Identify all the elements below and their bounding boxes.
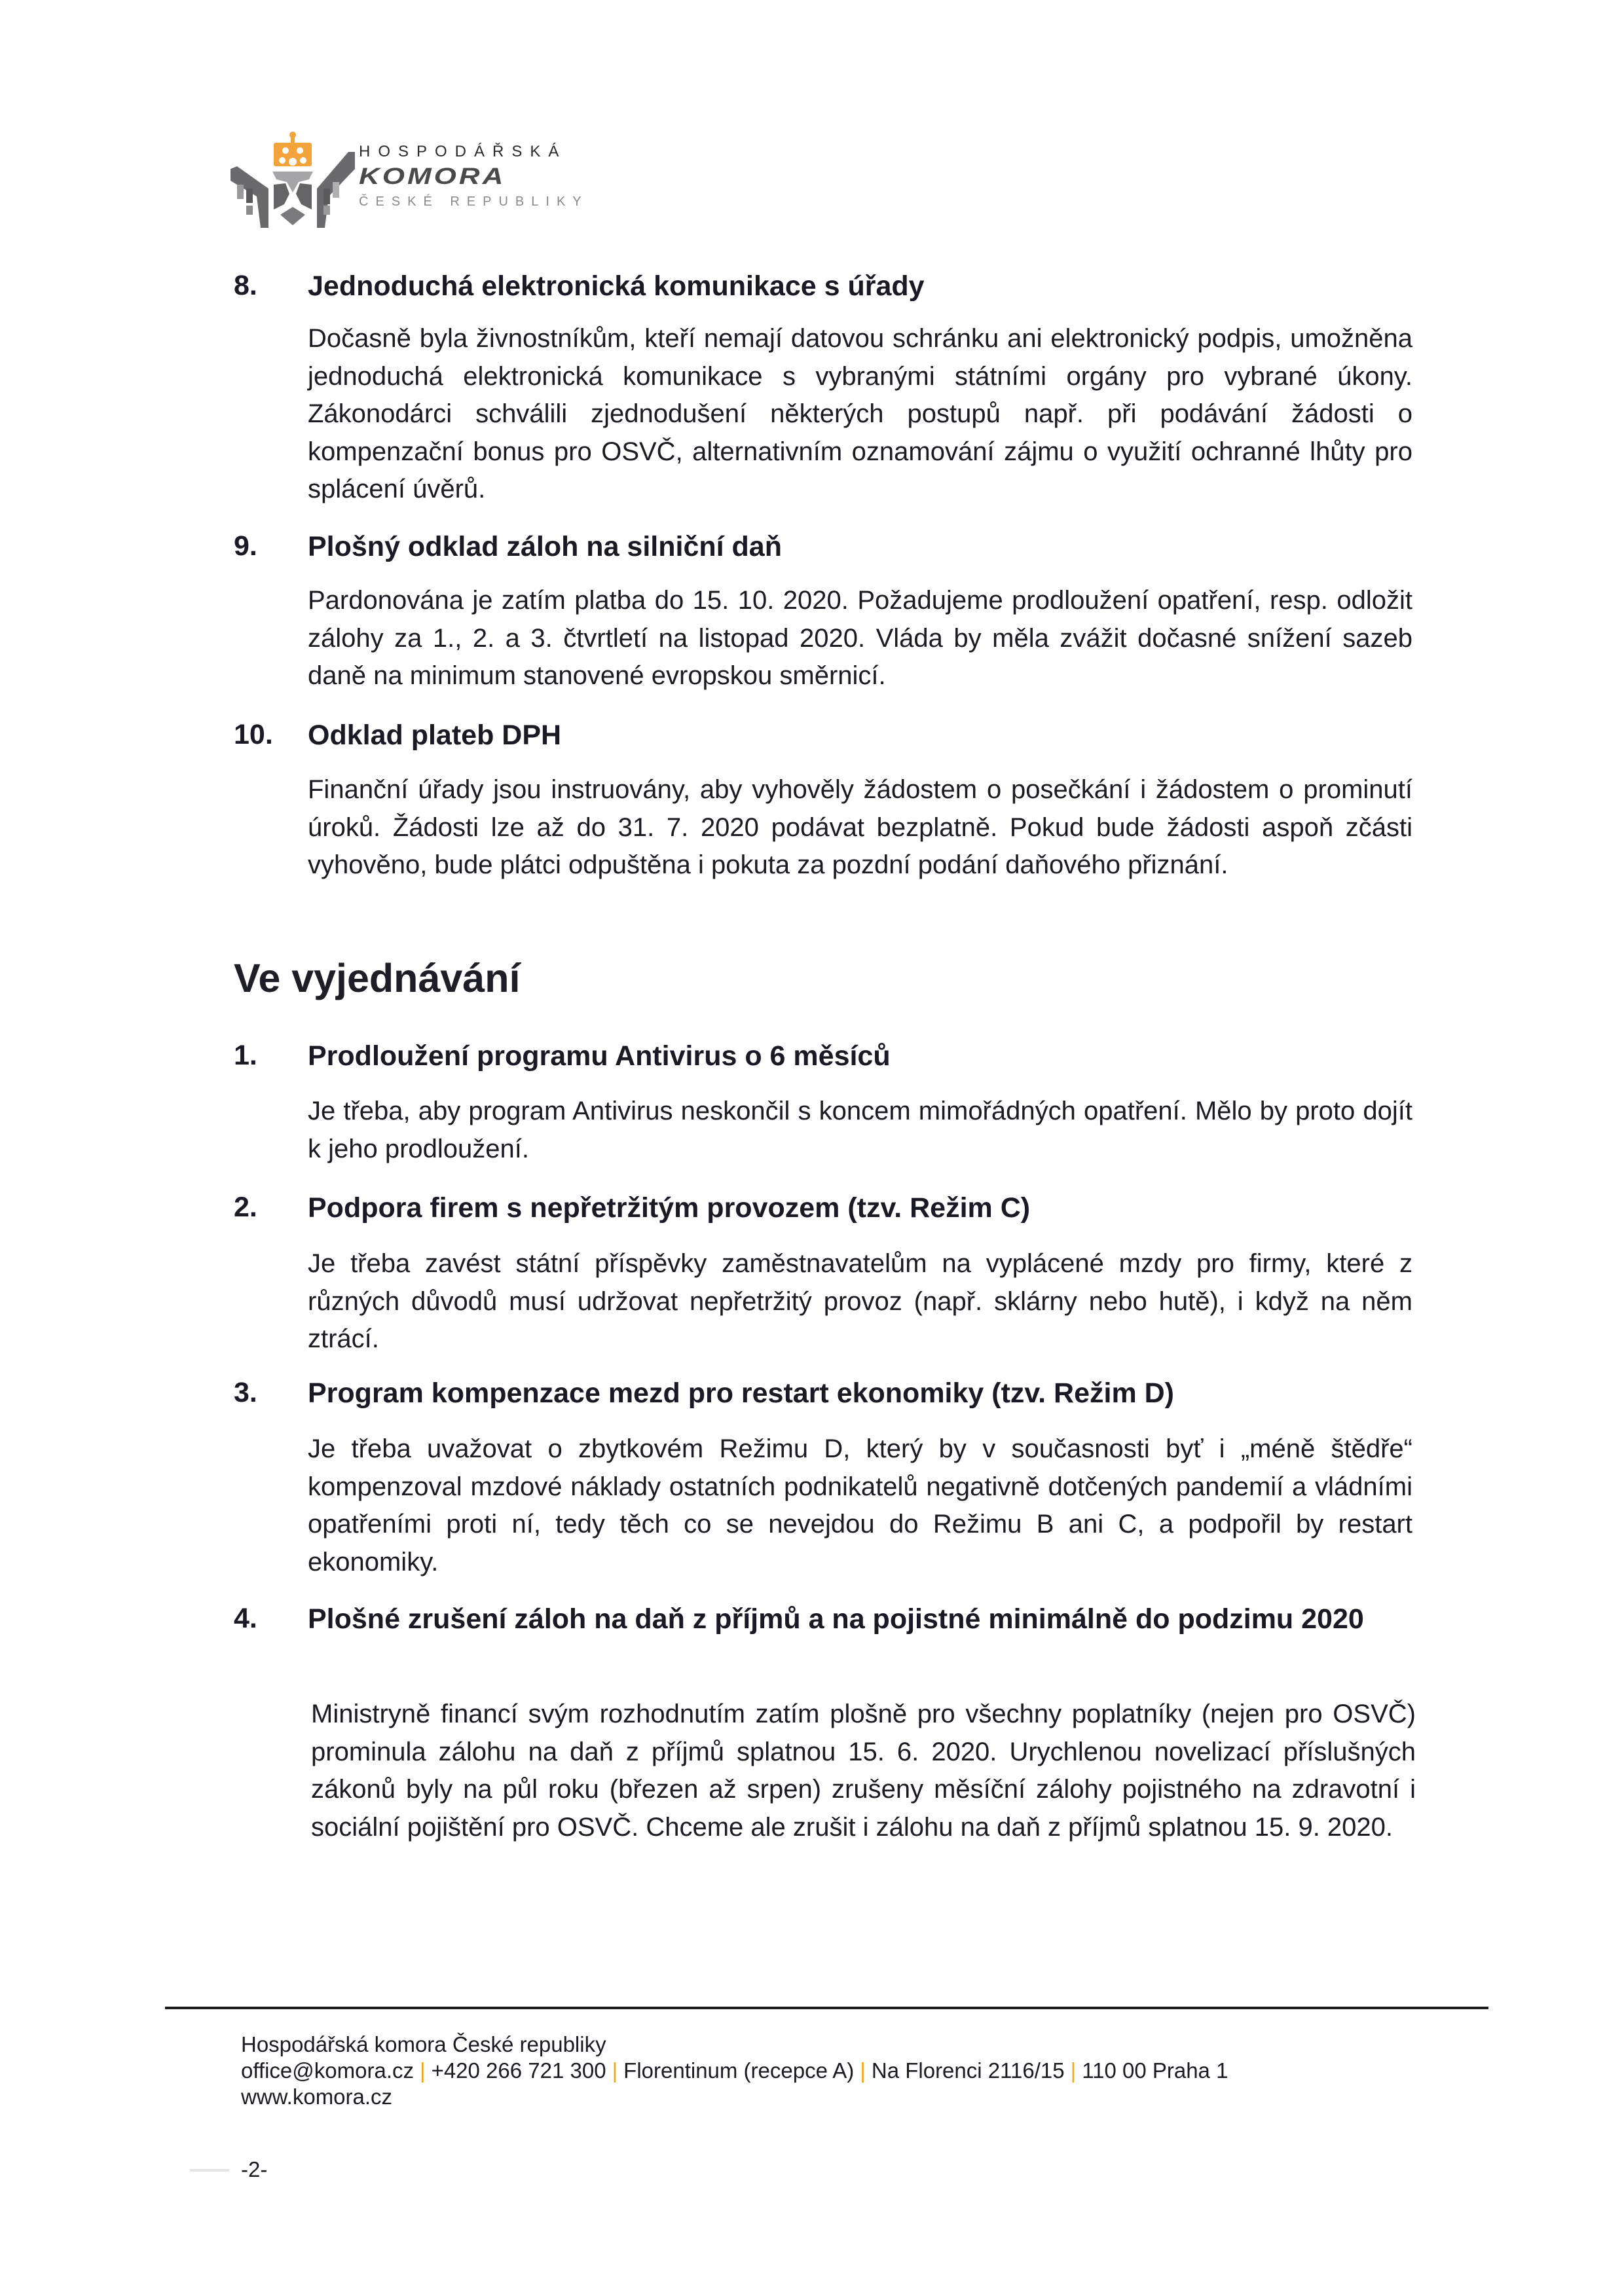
item-title: Plošné zrušení záloh na daň z příjmů a na pojistné minimálně do podzimu 2020 bbox=[308, 1603, 1364, 1635]
footer-contact-line bbox=[241, 2058, 1228, 2084]
chamber-lion-crown-icon bbox=[231, 128, 355, 228]
scan-artifact bbox=[190, 2169, 229, 2172]
footer-separator: | bbox=[612, 2058, 618, 2083]
footer-org-name: Hospodářská komora České republiky bbox=[241, 2032, 606, 2056]
item-body: Finanční úřady jsou instruovány, aby vyhověly žádostem o posečkání i žádostem o prominutí úroků. Žádosti lze až do 31. 7. 2020 podávat bezplatně. Pokud bude žádosti aspoň zčásti vyhověno, bude plátci odpuštěna i pokuta za pozdní podání daňového přiznání. bbox=[308, 775, 1412, 879]
item-title: Plošný odklad záloh na silniční daň bbox=[308, 531, 782, 562]
list-item-10 bbox=[234, 716, 1412, 879]
list-item-2 bbox=[234, 1189, 1412, 1353]
logo-text-ceske-republiky: ČESKÉ REPUBLIKY bbox=[359, 194, 589, 209]
list-item-8 bbox=[234, 267, 1412, 503]
footer-city: 110 00 Praha 1 bbox=[1082, 2058, 1228, 2083]
footer-separator: | bbox=[419, 2058, 426, 2083]
item-number: 10. bbox=[234, 719, 273, 750]
item-number: 2. bbox=[234, 1192, 257, 1223]
item-title: Program kompenzace mezd pro restart ekonomiky (tzv. Režim D) bbox=[308, 1377, 1175, 1409]
item-number: 1. bbox=[234, 1040, 257, 1071]
page-number: -2- bbox=[241, 2157, 268, 2181]
item-title: Odklad plateb DPH bbox=[308, 720, 562, 751]
item-body: Je třeba zavést státní příspěvky zaměstnavatelům na vyplácené mzdy pro firmy, které z různých důvodů musí udržovat nepřetržitý provoz (např. sklárny nebo hutě), i když na něm ztrácí. bbox=[308, 1249, 1412, 1353]
footer-building: Florentinum (recepce A) bbox=[623, 2058, 855, 2083]
item-body: Je třeba, aby program Antivirus neskončil s koncem mimořádných opatření. Mělo by proto dojít k jeho prodloužení. bbox=[308, 1097, 1412, 1163]
footer-street: Na Florenci 2116/15 bbox=[871, 2058, 1065, 2083]
list-item-1 bbox=[234, 1037, 1412, 1163]
item-title: Podpora firem s nepřetržitým provozem (tzv. Režim C) bbox=[308, 1192, 1031, 1224]
item-title: Prodloužení programu Antivirus o 6 měsíců bbox=[308, 1040, 891, 1072]
item-body: Pardonována je zatím platba do 15. 10. 2020. Požadujeme prodloužení opatření, resp. odložit zálohy za 1., 2. a 3. čtvrtletí na listopad 2020. Vláda by měla zvážit dočasné snížení sazeb daně na minimum stanovené evropskou směrnicí. bbox=[308, 586, 1412, 690]
footer-divider bbox=[165, 2007, 1488, 2009]
item-body: Je třeba uvažovat o zbytkovém Režimu D, který by v současnosti byť i „méně štědře“ kompenzoval mzdové náklady ostatních podnikatelů negativně dotčených pandemií a vládními opatřeními proti ní, tedy těch co se nevejdou do Režimu B ani C, a podpořil by restart ekonomiky. bbox=[308, 1434, 1412, 1576]
footer-web-link[interactable]: www.komora.cz bbox=[241, 2085, 393, 2109]
section-title: Ve vyjednávání bbox=[234, 956, 521, 1000]
item-body: Dočasně byla živnostníkům, kteří nemají datovou schránku ani elektronický podpis, umožněna jednoduchá elektronická komunikace s vybranými státními orgány pro vybrané úkony. Zákonodárci schválili zjednodušení některých postupů např. při podávání žádosti o kompenzační bonus pro OSVČ, alternativním oznamování zájmu o využití ochranné lhůty pro splácení úvěrů. bbox=[308, 324, 1412, 503]
footer-separator: | bbox=[860, 2058, 866, 2083]
footer-phone: +420 266 721 300 bbox=[431, 2058, 606, 2083]
list-item-3 bbox=[234, 1374, 1412, 1576]
footer-contact bbox=[241, 2032, 1228, 2110]
footer-email-link[interactable]: office@komora.cz bbox=[241, 2058, 414, 2083]
logo-text-hospodarska: HOSPODÁŘSKÁ bbox=[359, 143, 567, 160]
item-body: Ministryně financí svým rozhodnutím zatím plošně pro všechny poplatníky (nejen pro OSVČ) prominula zálohu na daň z příjmů splatnou 15. 6. 2020. Urychlenou novelizací příslušných zákonů byly na půl roku (březen až srpen) zrušeny měsíční zálohy pojistného na zdravotní i sociální pojištění pro OSVČ. Chceme ale zrušit i zálohu na daň z příjmů splatnou 15. 9. 2020. bbox=[311, 1700, 1416, 1842]
item-title: Jednoduchá elektronická komunikace s úřady bbox=[308, 270, 925, 302]
footer-separator: | bbox=[1070, 2058, 1077, 2083]
item-number: 4. bbox=[234, 1603, 257, 1634]
list-item-9 bbox=[234, 528, 1412, 690]
item-number: 3. bbox=[234, 1377, 257, 1408]
list-item-4 bbox=[234, 1600, 1416, 1842]
item-number: 9. bbox=[234, 530, 257, 562]
item-number: 8. bbox=[234, 270, 257, 301]
logo-text-komora: KOMORA bbox=[359, 164, 506, 190]
chamber-logo bbox=[231, 128, 597, 230]
